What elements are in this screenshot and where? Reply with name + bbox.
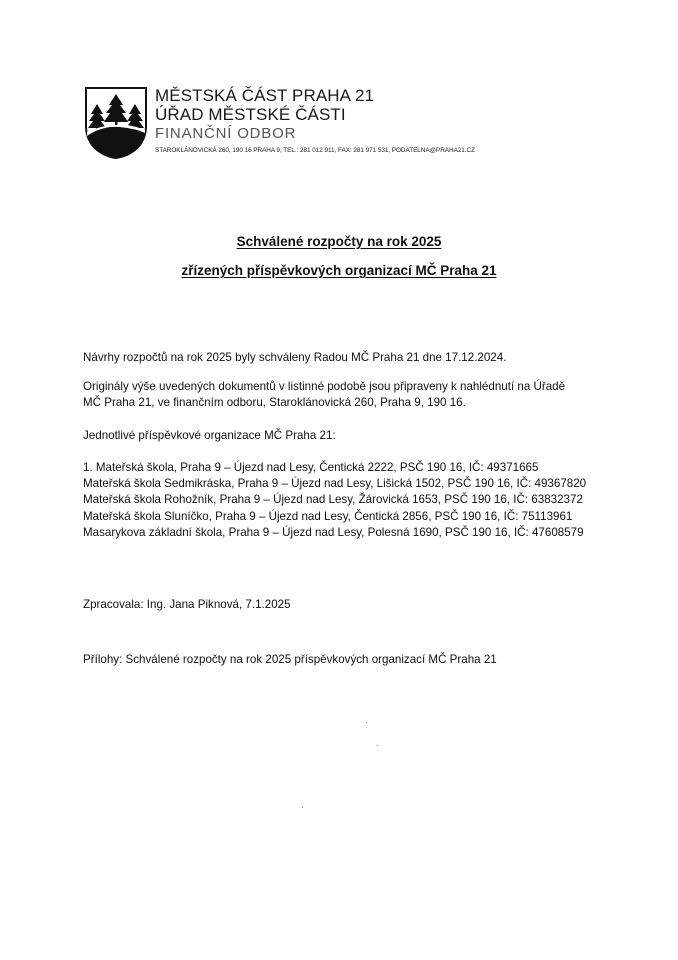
organization-item: Mateřská škola Sedmikráska, Praha 9 – Újezd nad Lesy, Lišická 1502, PSČ 190 16, IČ: 49367820 (83, 477, 587, 491)
document-title (0, 234, 678, 249)
organization-item: Mateřská škola Sluníčko, Praha 9 – Újezd nad Lesy, Čentická 2856, PSČ 190 16, IČ: 75113961 (83, 509, 573, 523)
approval-paragraph: Návrhy rozpočtů na rok 2025 byly schváleny Radou MČ Praha 21 dne 17.12.2024. (83, 351, 507, 364)
prepared-by: Zpracovala: Ing. Jana Piknová, 7.1.2025 (83, 598, 291, 611)
organizations-heading: Jednotlivé příspěvkové organizace MČ Praha 21: (83, 429, 336, 442)
letterhead (84, 86, 544, 166)
contact-address: STAROKLÁNOVICKÁ 260, 190 16 PRAHA 9, TEL.: 281 012 911, FAX: 281 971 531, PODATELNA@PRAHA21.CZ (155, 147, 475, 154)
letterhead-text (155, 86, 555, 156)
organizations-list (83, 460, 623, 541)
originals-paragraph (83, 379, 623, 411)
document-title-line-2: zřízených příspěvkových organizací MČ Praha 21 (181, 263, 497, 278)
office-name: ÚŘAD MĚSTSKÉ ČÁSTI (155, 105, 346, 124)
scan-speck (366, 722, 367, 723)
document-subtitle (0, 263, 678, 278)
department-name: FINANČNÍ ODBOR (155, 125, 297, 142)
organization-item: Masarykova základní škola, Praha 9 – Újezd nad Lesy, Polesná 1690, PSČ 190 16, IČ: 47608579 (83, 525, 584, 539)
scan-speck (302, 807, 303, 808)
document-title-line-1: Schválené rozpočty na rok 2025 (236, 234, 442, 249)
organization-item: Mateřská škola Rohožník, Praha 9 – Újezd nad Lesy, Žárovická 1653, PSČ 190 16, IČ: 63832372 (83, 493, 583, 507)
scan-speck (377, 745, 378, 746)
attachments-line: Přílohy: Schválené rozpočty na rok 2025 příspěvkových organizací MČ Praha 21 (83, 653, 497, 666)
organization-item: 1. Mateřská škola, Praha 9 – Újezd nad Lesy, Čentická 2222, PSČ 190 16, IČ: 49371665 (83, 461, 539, 474)
municipality-name: MĚSTSKÁ ČÁST PRAHA 21 (155, 86, 375, 105)
originals-line-2: MČ Praha 21, ve finančním odboru, Staroklánovická 260, Praha 9, 190 16. (83, 396, 466, 409)
originals-line-1: Originály výše uvedených dokumentů v listinné podobě jsou připraveny k nahlédnutí na Úřadě (83, 380, 566, 393)
coat-of-arms-three-spruces-icon (84, 86, 148, 160)
